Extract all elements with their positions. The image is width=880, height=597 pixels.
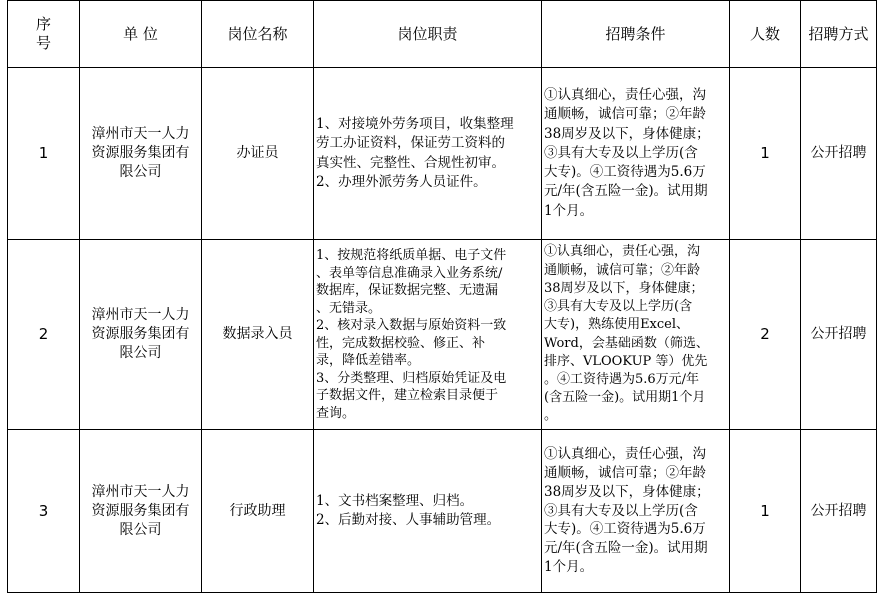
cell-seq: 2 xyxy=(8,240,80,430)
header-unit: 单 位 xyxy=(80,1,202,68)
cell-count: 1 xyxy=(730,68,801,240)
cell-count: 1 xyxy=(730,430,801,593)
cell-unit: 漳州市天一人力 资源服务集团有 限公司 xyxy=(80,68,202,240)
table-row xyxy=(8,68,877,240)
cell-requirements: ①认真细心，责任心强，沟 通顺畅，诚信可靠；②年龄 38周岁及以下，身体健康； ③具有大专及以上学历(含 大专)。④工资待遇为5.6万 元/年(含五险一金)。试用期 1个月。 xyxy=(542,68,730,240)
recruitment-table xyxy=(7,0,877,593)
header-count: 人数 xyxy=(730,1,801,68)
cell-unit: 漳州市天一人力 资源服务集团有 限公司 xyxy=(80,240,202,430)
table-row xyxy=(8,430,877,593)
cell-position: 数据录入员 xyxy=(202,240,314,430)
header-seq: 序 号 xyxy=(8,1,80,68)
header-position: 岗位名称 xyxy=(202,1,314,68)
cell-duties: 1、对接境外劳务项目，收集整理 劳工办证资料，保证劳工资料的 真实性、完整性、合规性初审。 2、办理外派劳务人员证件。 xyxy=(314,68,542,240)
cell-count: 2 xyxy=(730,240,801,430)
cell-position: 行政助理 xyxy=(202,430,314,593)
cell-duties: 1、按规范将纸质单据、电子文件 、表单等信息准确录入业务系统/ 数据库，保证数据完整、无遗漏 、无错录。 2、核对录入数据与原始资料一致 性，完成数据校验、修正、补 录，降低差错率。 3、分类整理、归档原始凭证及电 子数据文件，建立检索目录便于 查询。 xyxy=(314,240,542,430)
cell-method: 公开招聘 xyxy=(801,68,877,240)
header-duties: 岗位职责 xyxy=(314,1,542,68)
header-method: 招聘方式 xyxy=(801,1,877,68)
cell-seq: 1 xyxy=(8,68,80,240)
cell-requirements: ①认真细心，责任心强，沟 通顺畅，诚信可靠；②年龄 38周岁及以下，身体健康； ③具有大专及以上学历(含 大专)。④工资待遇为5.6万 元/年(含五险一金)。试用期 1个月。 xyxy=(542,430,730,593)
cell-method: 公开招聘 xyxy=(801,430,877,593)
cell-requirements: ①认真细心，责任心强，沟 通顺畅，诚信可靠；②年龄 38周岁及以下，身体健康； ③具有大专及以上学历(含 大专)，熟练使用Excel、 Word，会基础函数（筛选、 排序、VLOOKUP 等）优先 。④工资待遇为5.6万元/年 (含五险一金)。试用期1个月 。 xyxy=(542,240,730,430)
cell-method: 公开招聘 xyxy=(801,240,877,430)
cell-unit: 漳州市天一人力 资源服务集团有 限公司 xyxy=(80,430,202,593)
cell-duties: 1、文书档案整理、归档。 2、后勤对接、人事辅助管理。 xyxy=(314,430,542,593)
table-header-row xyxy=(8,1,877,68)
header-requirements: 招聘条件 xyxy=(542,1,730,68)
cell-position: 办证员 xyxy=(202,68,314,240)
table-row xyxy=(8,240,877,430)
cell-seq: 3 xyxy=(8,430,80,593)
